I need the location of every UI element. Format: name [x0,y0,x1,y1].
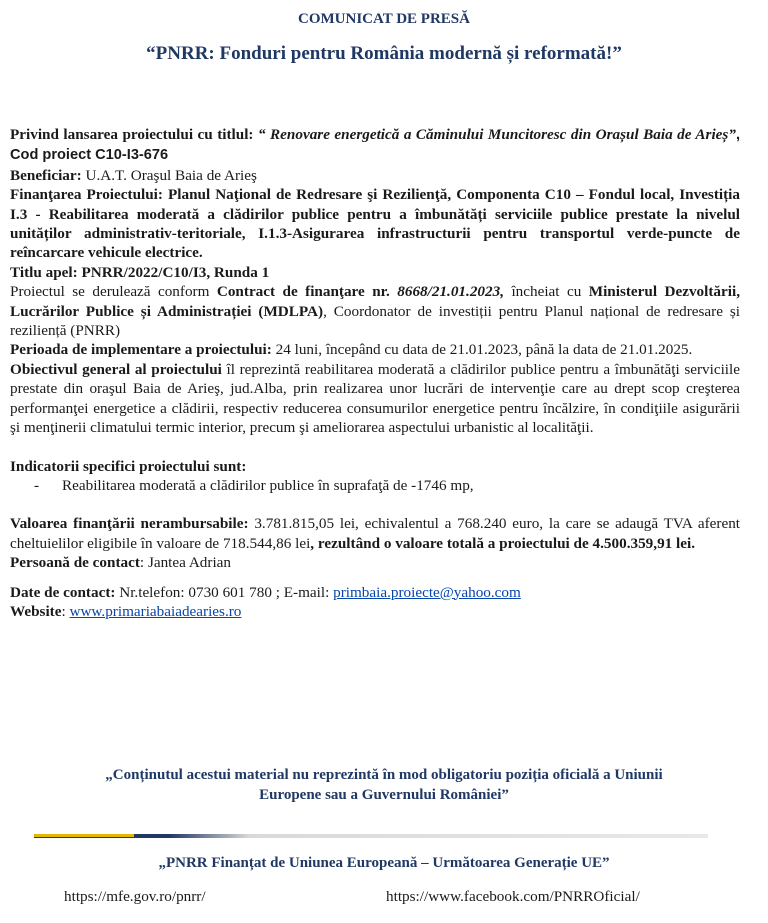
pnrr-url[interactable]: https://mfe.gov.ro/pnrr/ [64,888,206,905]
objective-paragraph [10,360,740,438]
contract-post: , Coordonator de investiții pentru Planul național de redresare și reziliență (PNRR) [10,302,741,340]
contact-person-line [10,553,740,572]
funding-paragraph: Finanţarea Proiectului: Planul Naţional de Redresare şi Rezilienţă, Componenta C10 – Fondul local, Investiția I.3 - Reabilitarea moderată a clădirilor publice pentru a îmbunătăți serviciile publice prestate la nivelul unităților administrativ-teritoriale, I.1.3-Asigurarea infrastructurii pentru transportul verde-puncte de reîncarcare vehicule electrice. [10,186,740,262]
ministry-name: Ministerul Dezvoltării, Lucrărilor Publice și Administrației (MDLPA) [10,283,740,320]
indicator-text: Reabilitarea moderată a clădirilor publice în suprafaţă de -1746 mp, [62,476,474,494]
footer-divider-bar [34,834,708,838]
beneficiary-value: U.A.T. Oraşul Baia de Arieş [85,166,257,184]
beneficiary-line [10,166,740,185]
contact-label: Date de contact: [10,583,116,601]
contact-person-value: : Jantea Adrian [139,554,232,572]
contract-number: 8668/21.01.2023, [397,283,504,301]
indicator-item [10,476,740,495]
contract-paragraph [10,282,740,340]
page-title: “PNRR: Fonduri pentru România modernă și reformată!” [146,43,622,64]
period-paragraph [10,340,740,359]
website-sep: : [61,602,70,620]
contact-person-label: Persoană de contact [10,554,140,572]
call-title: Titlu apel: PNRR/2022/C10/I3, Runda 1 [10,263,270,281]
project-code: , Cod proiect C10-I3-676 [10,127,740,164]
disclaimer-line-1: „Conținutul acestui material nu reprezintă în mod obligatoriu poziția oficială a Uniunii [105,767,663,783]
value-total: , rezultând o valoare totală a proiectului de 4.500.359,91 lei. [310,534,696,552]
spacer [10,495,740,514]
document-body [10,125,740,621]
beneficiary-label: Beneficiar: [10,166,86,184]
period-value: 24 luni, începând cu data de 21.01.2023, până la data de 21.01.2025. [271,341,693,359]
dash-bullet: - [34,476,40,494]
footer-slogan: „PNRR Finanțat de Uniunea Europeană – Următoarea Generație UE” [158,855,610,871]
disclaimer [0,765,768,805]
contact-line [10,583,740,602]
period-label: Perioada de implementare a proiectului: [10,341,272,359]
contract-label: Contract de finanţare nr. [216,283,398,301]
contract-mid: încheiat cu [504,283,589,301]
indicators-label: Indicatorii specifici proiectului sunt: [10,457,247,475]
project-intro [10,125,740,166]
disclaimer-line-2: Europene sau a Guvernului României” [259,787,509,803]
divider-accent [34,834,134,837]
website-line [10,602,740,621]
value-paragraph [10,514,740,553]
objective-label: Obiectivul general al proiectului [10,360,222,378]
website-label: Website [10,602,62,620]
value-label: Valoarea finanţării nerambursabile: [10,515,249,533]
facebook-url[interactable]: https://www.facebook.com/PNRROficial/ [386,888,640,905]
intro-label: Privind lansarea proiectului cu titlul: [10,126,258,143]
press-release-label: COMUNICAT DE PRESĂ [298,11,470,27]
contract-pre: Proiectul se derulează conform [10,283,217,301]
project-title: “ Renovare energetică a Căminului Muncitoresc din Orașul Baia de Arieș” [257,126,736,143]
spacer [10,438,740,457]
spacer [10,573,740,583]
contact-phone: Nr.telefon: 0730 601 780 ; E-mail: [115,583,334,601]
email-link[interactable]: primbaia.proiecte@yahoo.com [333,583,521,601]
website-link[interactable]: www.primariabaiadearies.ro [69,602,242,620]
value-text: 3.781.815,05 lei, echivalentul a 768.240 euro, la care se adaugă TVA aferent cheltuielilor eligibile în valoare de 718.544,86 lei [10,515,741,552]
objective-text: îl reprezintă reabilitarea moderată a clădirilor publice pentru a îmbunătăţi serviciile prestate din oraşul Baia de Arieş, jud.Alba, prin realizarea unor lucrări de intervenţie care au drept scop creşterea performanţei energetice a clădirii, respectiv reducerea consumurilor energetice pentru încălzire, în condiţiile asigurării şi menţinerii climatului termic interior, precum şi ameliorarea aspectului urbanistic al localităţii. [10,360,740,437]
